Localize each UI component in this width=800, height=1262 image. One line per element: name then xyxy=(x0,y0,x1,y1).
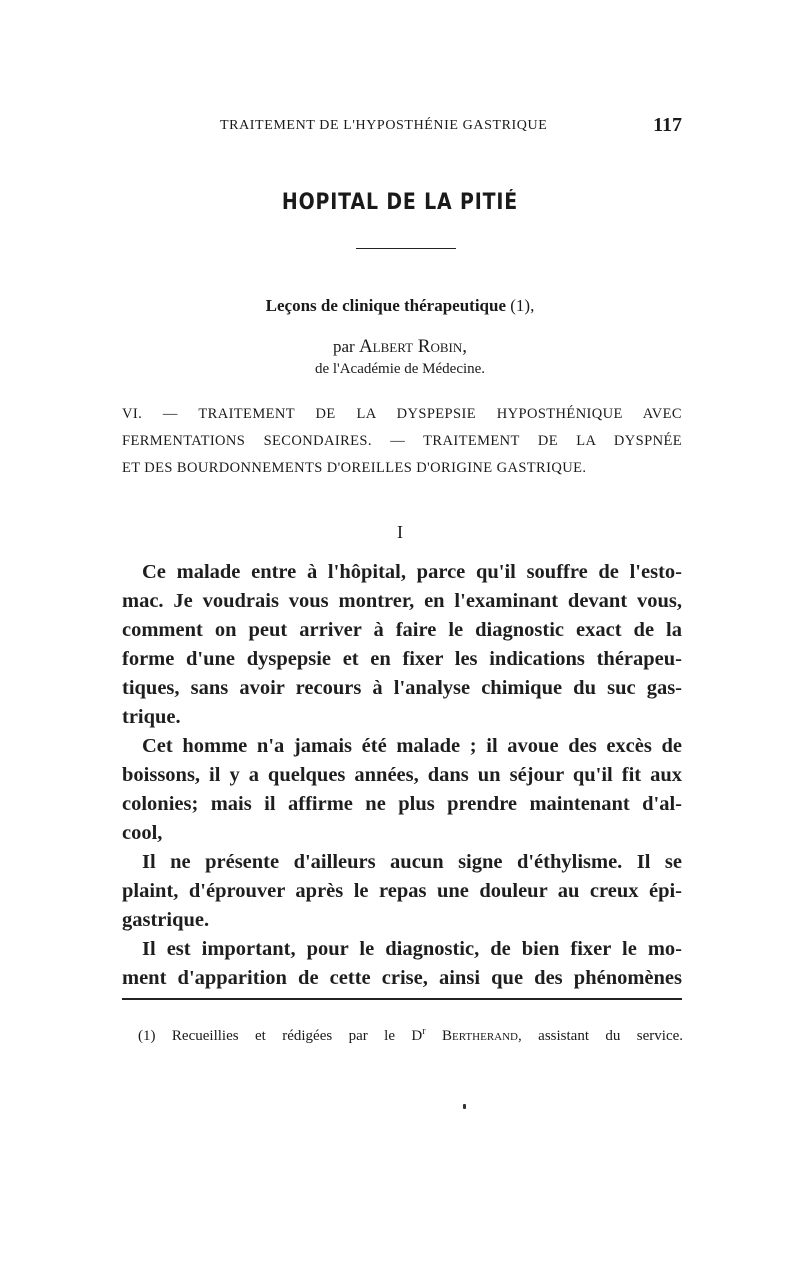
text-line: forme d'une dyspepsie et en fixer les indications thérapeu- xyxy=(122,648,682,670)
chapter-line: FERMENTATIONS SECONDAIRES. — TRAITEMENT DE LA DYSPNÉE xyxy=(122,433,682,449)
running-title: TRAITEMENT DE L'HYPOSTHÉNIE GASTRIQUE xyxy=(220,118,548,133)
author-prefix: par xyxy=(332,337,355,356)
ink-speck xyxy=(463,1104,466,1109)
lecture-footnote-ref: (1), xyxy=(510,296,535,315)
author-name: Albert Robin, xyxy=(358,336,468,357)
running-head xyxy=(120,114,682,140)
text-line: mac. Je voudrais vous montrer, en l'examinant devant vous, xyxy=(122,590,682,612)
footnote-doctor-abbrev: D xyxy=(411,1028,423,1044)
hospital-title: HOPITAL DE LA PITIÉ xyxy=(281,190,519,215)
author-affiliation: de l'Académie de Médecine. xyxy=(314,361,486,377)
footnote-marker: (1) xyxy=(138,1028,156,1044)
footnote-doctor xyxy=(411,1028,425,1044)
footnote xyxy=(138,1026,683,1045)
text-line: gastrique. xyxy=(122,909,210,931)
text-line: Cet homme n'a jamais été malade ; il avoue des excès de xyxy=(142,735,682,757)
text-line: comment on peut arriver à faire le diagnostic exact de la xyxy=(122,619,682,641)
lecture-heading xyxy=(0,296,800,316)
text-line: tiques, sans avoir recours à l'analyse chimique du suc gas- xyxy=(122,677,682,699)
text-line: cool, xyxy=(122,822,163,844)
section-number: I xyxy=(397,522,403,542)
text-line: trique. xyxy=(122,706,181,728)
chapter-line: ET DES BOURDONNEMENTS D'OREILLES D'ORIGINE GASTRIQUE. xyxy=(122,460,587,476)
text-line: plaint, d'éprouver après le repas une douleur au creux épi- xyxy=(122,880,682,902)
footnote-divider xyxy=(122,998,682,1000)
footnote-rest: assistant du service. xyxy=(538,1028,684,1044)
text-line: Il est important, pour le diagnostic, de bien fixer le mo- xyxy=(142,938,682,960)
page-number: 117 xyxy=(653,114,682,136)
author-line xyxy=(0,336,800,358)
text-line: colonies; mais il affirme ne plus prendre maintenant d'al- xyxy=(122,793,682,815)
text-line: Ce malade entre à l'hôpital, parce qu'il souffre de l'esto- xyxy=(142,561,682,583)
footnote-text: Recueillies et rédigées par le xyxy=(171,1028,395,1044)
footnote-name: Bertherand, xyxy=(442,1028,522,1044)
lecture-title: Leçons de clinique thérapeutique xyxy=(265,296,507,315)
chapter-line: VI. — TRAITEMENT DE LA DYSPEPSIE HYPOSTHÉNIQUE AVEC xyxy=(122,406,682,422)
text-line: boissons, il y a quelques années, dans un séjour qu'il fit aux xyxy=(122,764,682,786)
text-line: Il ne présente d'ailleurs aucun signe d'éthylisme. Il se xyxy=(142,851,682,873)
footnote-doctor-sup: r xyxy=(422,1026,426,1037)
text-line: ment d'apparition de cette crise, ainsi que des phénomènes xyxy=(122,967,682,989)
title-divider xyxy=(356,248,456,249)
